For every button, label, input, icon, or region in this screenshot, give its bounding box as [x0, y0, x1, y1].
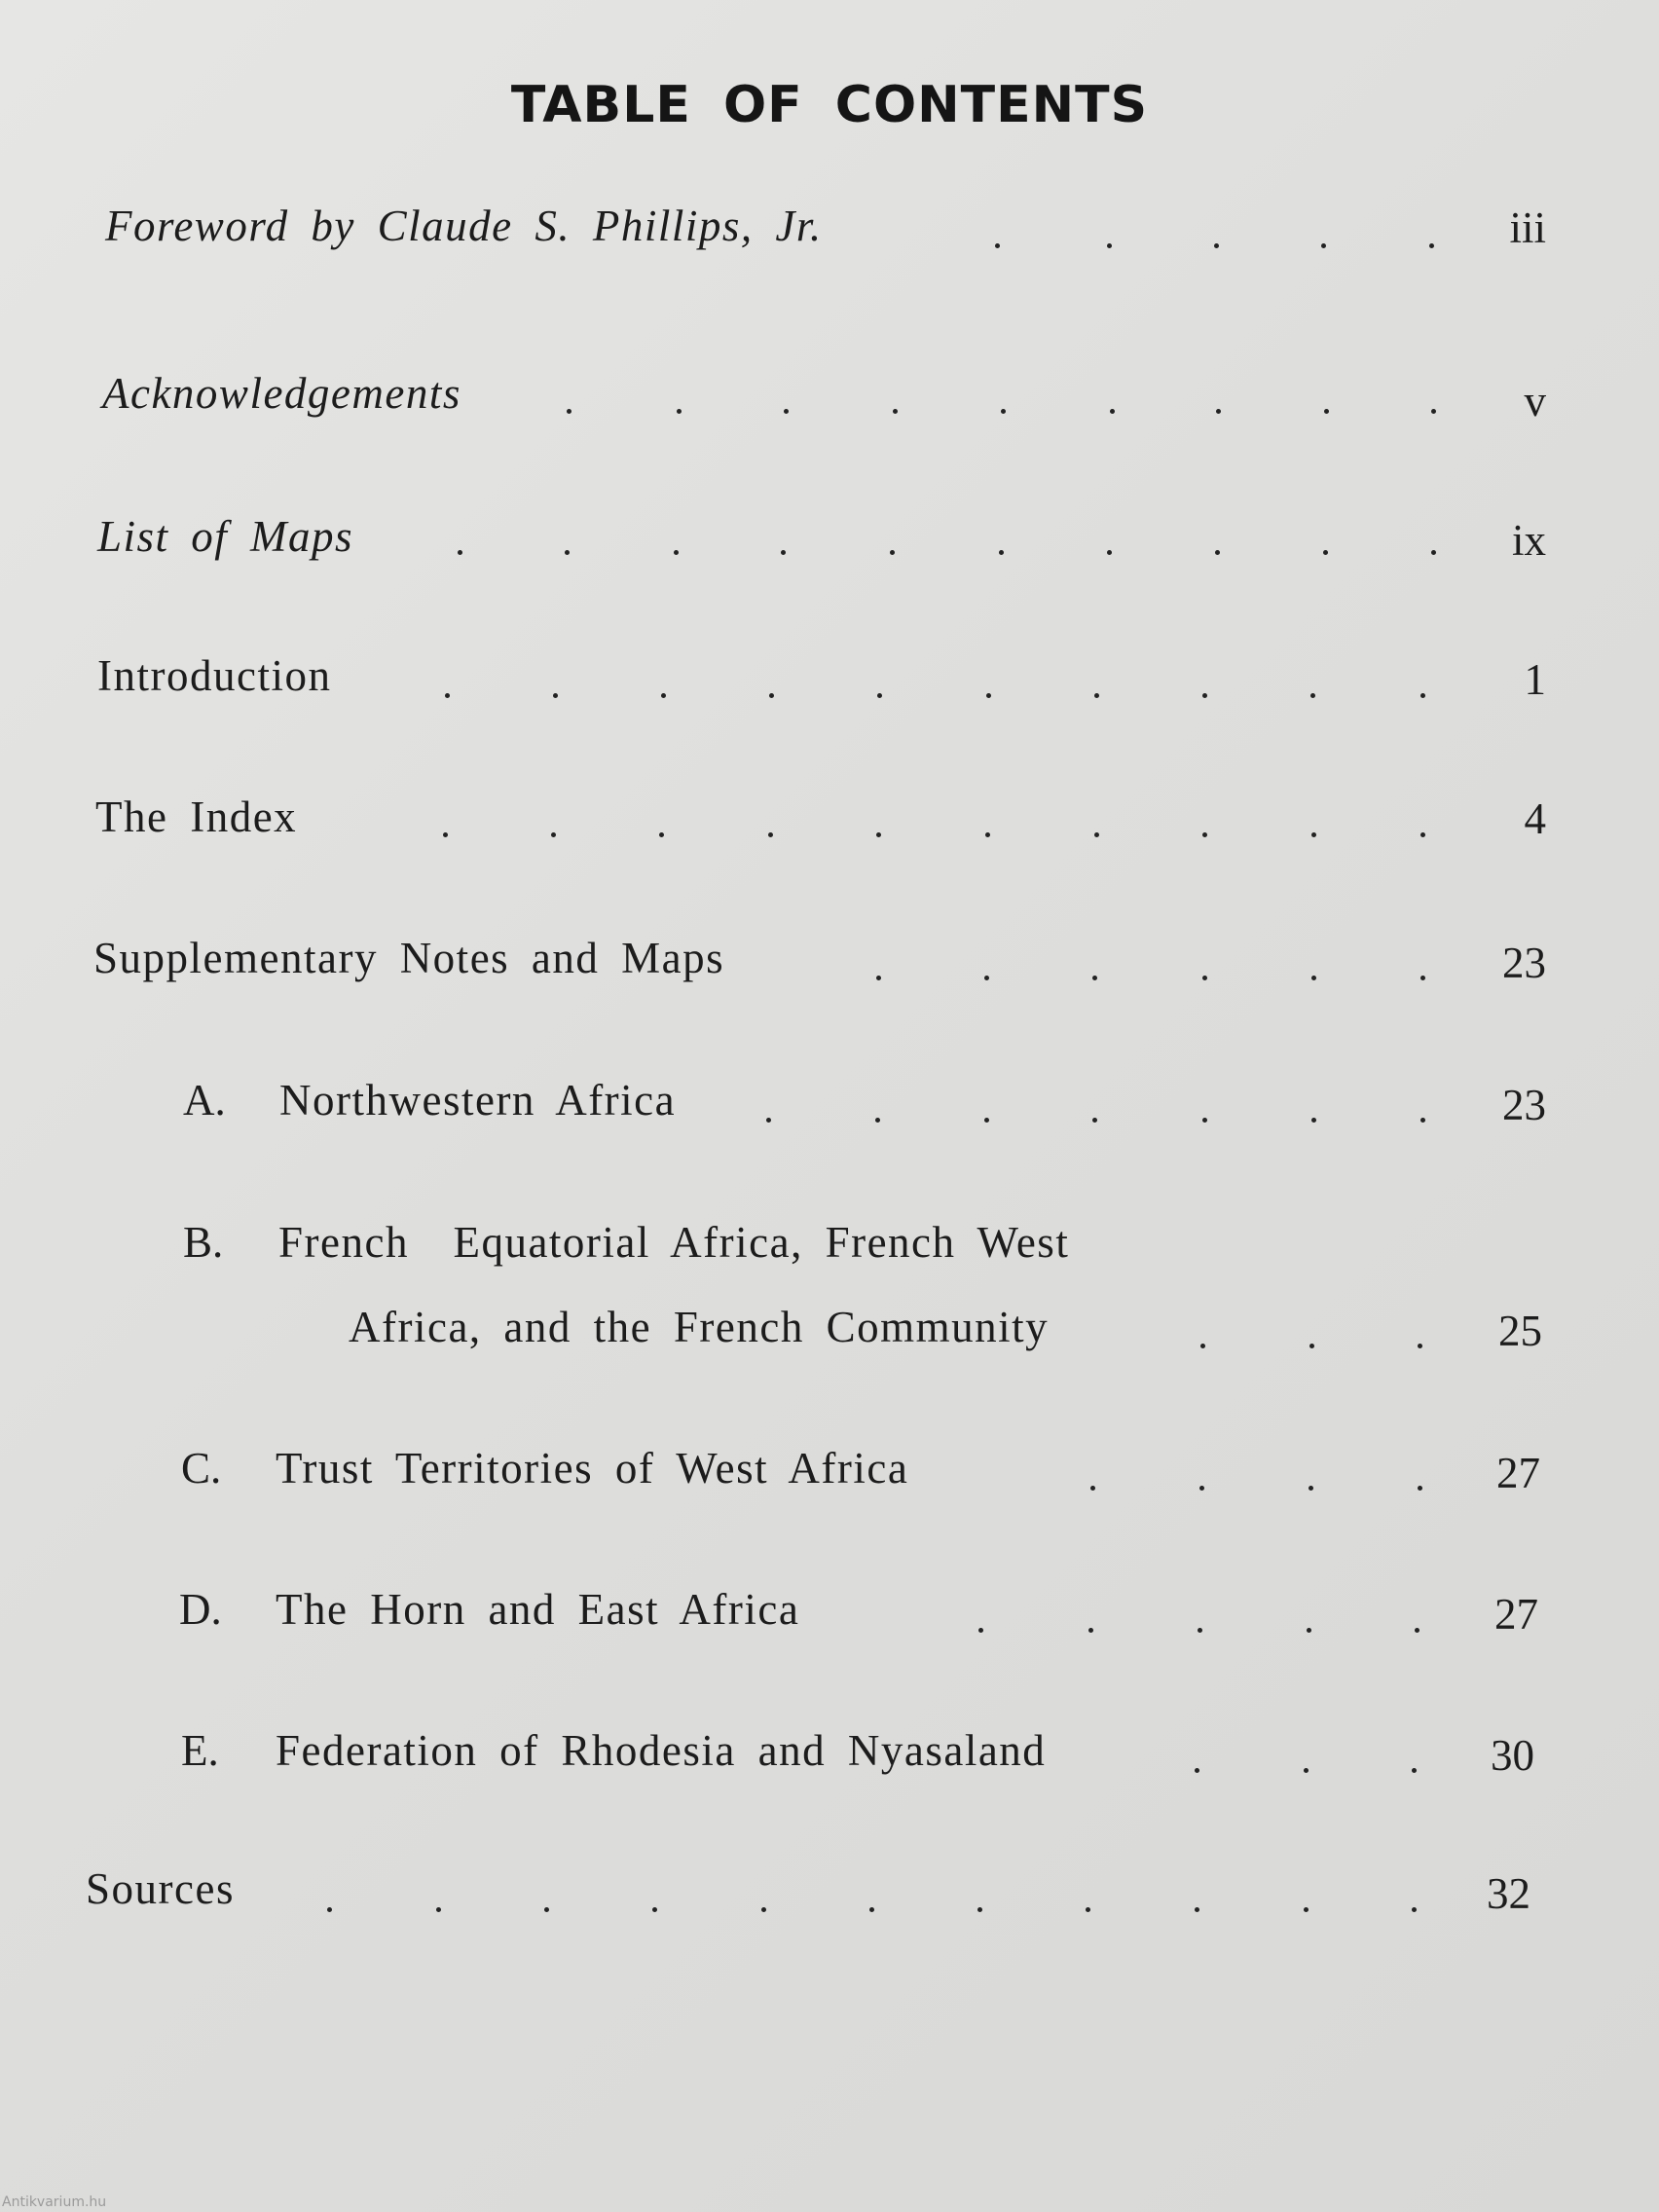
leader-dot [1195, 1907, 1199, 1912]
leader-dot [781, 550, 786, 555]
leader-dot [1215, 550, 1220, 555]
leader-dot [978, 1628, 983, 1633]
leader-dot [1090, 1486, 1095, 1491]
leader-dot [784, 409, 789, 414]
leader-dot [1216, 409, 1221, 414]
leader-dot [1214, 243, 1219, 248]
leader-dot [652, 1907, 657, 1912]
leader-dot [893, 409, 898, 414]
toc-entry-acknowledgements: Acknowledgements [102, 369, 461, 418]
leader-dot [1310, 693, 1315, 698]
toc-entry-list-of-maps: List of Maps [97, 512, 354, 561]
leader-dot [1110, 409, 1115, 414]
leader-dot [445, 693, 450, 698]
leader-dot [999, 550, 1004, 555]
leader-dot [1321, 243, 1326, 248]
toc-subentry-french-equatorial: French Equatorial Africa, French West [278, 1218, 1070, 1267]
leader-dot [984, 1118, 989, 1123]
leader-dot [1311, 976, 1316, 980]
leader-dot [875, 1118, 880, 1123]
page-number: 1 [1524, 655, 1546, 704]
leader-dot [677, 409, 682, 414]
leader-dot [876, 832, 881, 837]
leader-dot [877, 693, 882, 698]
toc-entry-the-index: The Index [95, 793, 298, 841]
toc-subentry-horn-east-africa: The Horn and East Africa [276, 1585, 800, 1634]
leader-dot [551, 832, 556, 837]
leader-dot [659, 832, 664, 837]
leader-dot [1323, 550, 1328, 555]
leader-dot [674, 550, 679, 555]
leader-dot [1202, 1118, 1207, 1123]
page-number: 23 [1502, 1081, 1546, 1129]
leader-dot [869, 1907, 874, 1912]
leader-dot [1107, 243, 1112, 248]
leader-dot [1199, 1486, 1204, 1491]
leader-dot [1202, 832, 1207, 837]
toc-subentry-northwestern-africa: Northwestern Africa [279, 1076, 677, 1124]
leader-dot [876, 976, 881, 980]
page-number: iii [1509, 203, 1546, 252]
leader-dot [1198, 1628, 1202, 1633]
leader-dot [1202, 976, 1207, 980]
leader-dot [1086, 1907, 1090, 1912]
leader-dot [443, 832, 448, 837]
watermark: Antikvarium.hu [2, 2194, 107, 2210]
leader-dot [544, 1907, 549, 1912]
leader-dot [1307, 1628, 1311, 1633]
toc-subentry-trust-territories: Trust Territories of West Africa [276, 1444, 909, 1493]
leader-dot [1094, 693, 1099, 698]
leader-dot [1304, 1907, 1309, 1912]
leader-dot [1309, 1344, 1314, 1348]
leader-dot [1309, 1486, 1313, 1491]
page-number: 32 [1487, 1869, 1530, 1918]
subentry-letter: C. [181, 1444, 222, 1493]
leader-dot [1195, 1768, 1199, 1773]
leader-dot [1311, 832, 1316, 837]
leader-dot [1088, 1628, 1093, 1633]
leader-dot [1200, 1344, 1205, 1348]
leader-dot [1107, 550, 1112, 555]
leader-dot [1001, 409, 1006, 414]
page-number: 27 [1494, 1590, 1538, 1639]
leader-dot [436, 1907, 441, 1912]
leader-dot [1304, 1768, 1309, 1773]
leader-dot [761, 1907, 766, 1912]
page-number: 4 [1524, 794, 1546, 843]
leader-dot [986, 693, 991, 698]
subentry-letter: E. [181, 1726, 219, 1775]
toc-entry-introduction: Introduction [97, 651, 332, 700]
page-number: 23 [1502, 939, 1546, 987]
toc-subentry-rhodesia-nyasaland: Federation of Rhodesia and Nyasaland [276, 1726, 1047, 1775]
subentry-letter: A. [183, 1076, 226, 1124]
page-number: 27 [1496, 1449, 1540, 1497]
page-number: 25 [1498, 1307, 1542, 1355]
leader-dot [995, 243, 1000, 248]
leader-dot [565, 550, 570, 555]
leader-dot [1324, 409, 1329, 414]
leader-dot [769, 693, 774, 698]
leader-dot [553, 693, 558, 698]
leader-dot [327, 1907, 332, 1912]
leader-dot [1094, 832, 1099, 837]
leader-dot [1311, 1118, 1316, 1123]
subentry-letter: D. [179, 1585, 222, 1634]
leader-dot [567, 409, 571, 414]
page-number: ix [1511, 516, 1546, 565]
leader-dot [768, 832, 773, 837]
leader-dot [977, 1907, 982, 1912]
subentry-letter: B. [183, 1218, 224, 1267]
leader-dot [766, 1118, 771, 1123]
toc-entry-foreword: Foreword by Claude S. Phillips, Jr. [105, 202, 823, 250]
page-number: 30 [1491, 1731, 1534, 1780]
leader-dot [661, 693, 666, 698]
leader-dot [1202, 693, 1207, 698]
toc-subentry-french-equatorial-cont: Africa, and the French Community [349, 1303, 1050, 1351]
page-title: TABLE OF CONTENTS [510, 76, 1149, 134]
leader-dot [985, 832, 990, 837]
leader-dot [984, 976, 989, 980]
leader-dot [1092, 976, 1097, 980]
toc-entry-supplementary-notes: Supplementary Notes and Maps [93, 934, 725, 982]
leader-dot [890, 550, 895, 555]
leader-dot [458, 550, 462, 555]
toc-entry-sources: Sources [86, 1864, 235, 1913]
page-number: v [1524, 377, 1546, 425]
leader-dot [1092, 1118, 1097, 1123]
